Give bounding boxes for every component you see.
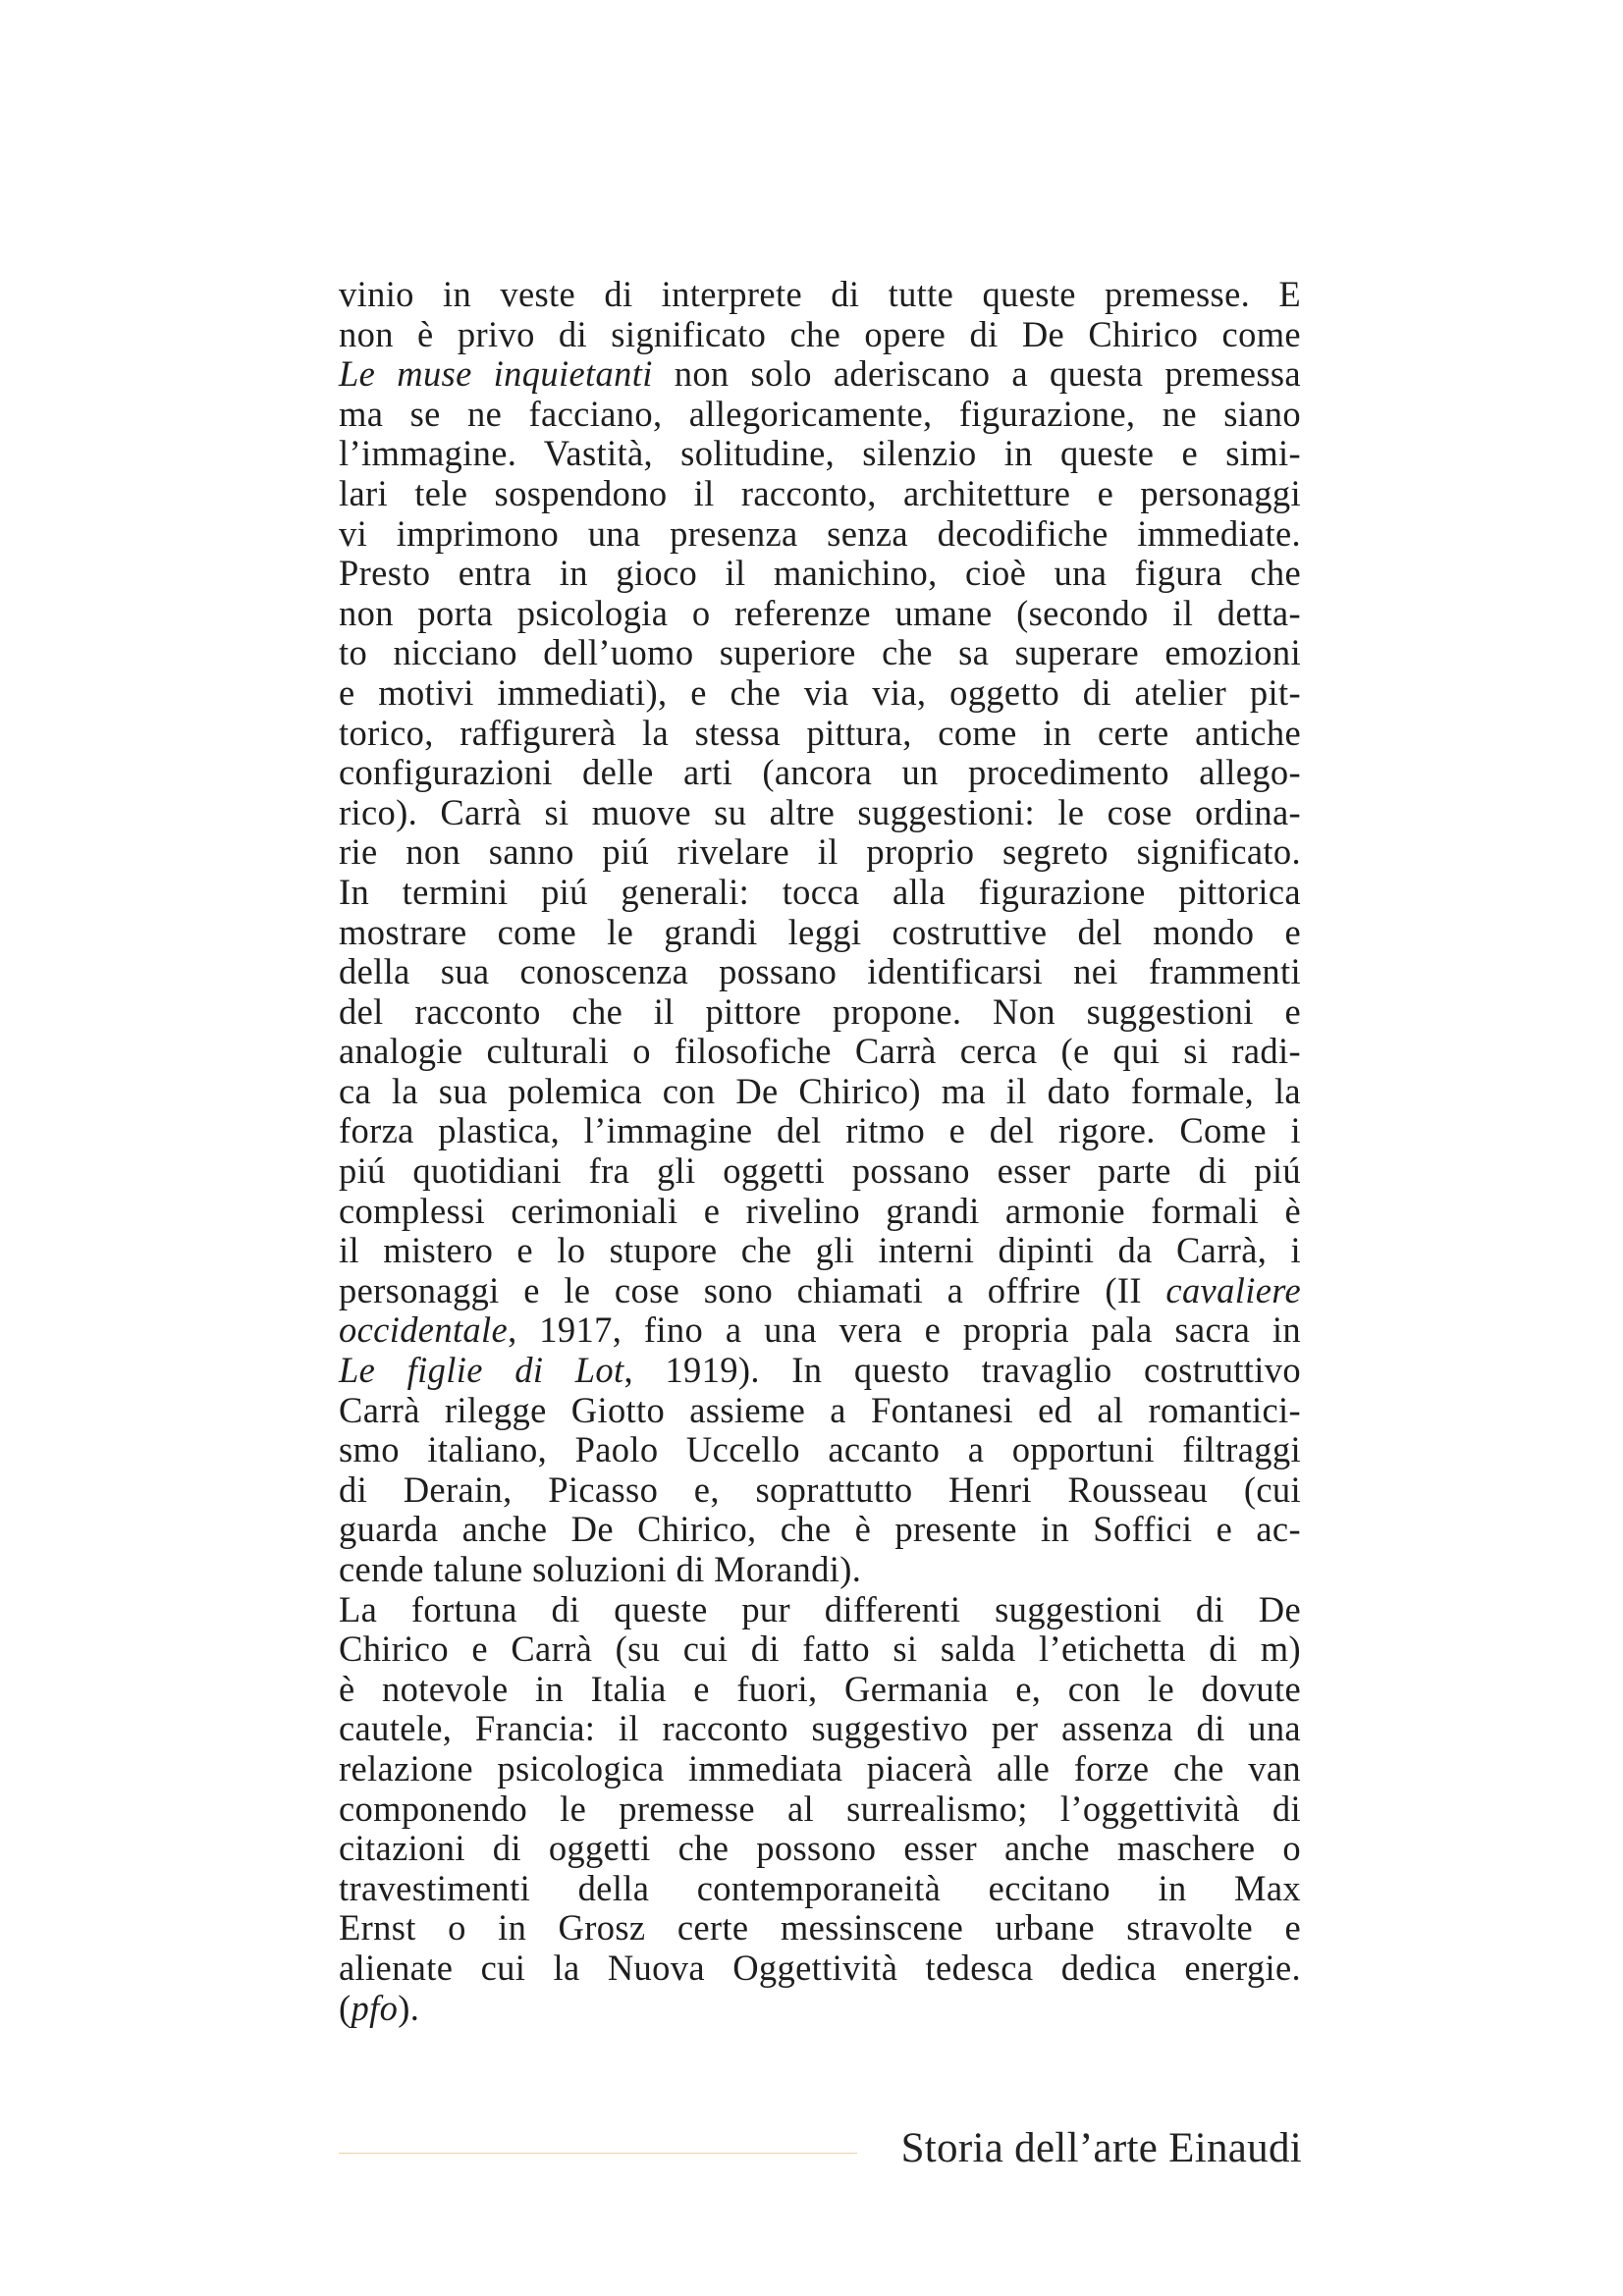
text-line <box>339 1351 1301 1391</box>
text-line: relazione psicologica immediata piacerà alle forze che van <box>339 1747 1301 1789</box>
text-fragment: , 1919). In questo travaglio costruttivo <box>623 1350 1301 1391</box>
footer-rule <box>339 2153 857 2154</box>
footer-title: Storia dell’arte Einaudi <box>900 2125 1302 2171</box>
text-line: travestimenti della contemporaneità eccitano in Max <box>339 1867 1301 1908</box>
author-initials <box>339 1989 1301 2029</box>
text-line: cautele, Francia: il racconto suggestivo per assenza di una <box>339 1708 1301 1749</box>
text-line <box>339 1271 1301 1311</box>
text-line <box>339 1310 1301 1351</box>
text-line: Presto entra in gioco il manichino, cioè una figura che <box>339 553 1301 594</box>
text-line: è notevole in Italia e fuori, Germania e, con le dovute <box>339 1668 1301 1709</box>
text-fragment: ( <box>339 1987 352 2028</box>
artwork-title: Le muse inquietanti <box>339 353 653 395</box>
text-line: vinio in veste di interprete di tutte queste premesse. E <box>339 274 1301 314</box>
text-line: mostrare come le grandi leggi costruttive del mondo e <box>339 911 1301 952</box>
text-line: configurazioni delle arti (ancora un procedimento allego- <box>339 752 1301 793</box>
text-line: non è privo di significato che opere di De Chirico come <box>339 313 1301 354</box>
text-line: citazioni di oggetti che possono esser anche maschere o <box>339 1828 1301 1869</box>
body-text <box>339 275 1301 2028</box>
text-line: Chirico e Carrà (su cui di fatto si salda l’etichetta di m) <box>339 1629 1301 1670</box>
text-line: La fortuna di queste pur differenti suggestioni di De <box>339 1588 1301 1629</box>
text-line: to nicciano dell’uomo superiore che sa superare emozioni <box>339 632 1301 673</box>
text-line: guarda anche De Chirico, che è presente in Soffici e ac- <box>339 1509 1301 1550</box>
text-line: della sua conoscenza possano identificarsi nei frammenti <box>339 951 1301 992</box>
text-line <box>339 354 1301 395</box>
text-line: il mistero e lo stupore che gli interni dipinti da Carrà, i <box>339 1230 1301 1271</box>
text-line: ca la sua polemica con De Chirico) ma il dato formale, la <box>339 1070 1301 1111</box>
text-line: l’immagine. Vastità, solitudine, silenzio in queste e simi- <box>339 433 1301 474</box>
artwork-title: occidentale <box>339 1309 509 1351</box>
text-line: torico, raffigurerà la stessa pittura, come in certe antiche <box>339 712 1301 753</box>
text-line: In termini piú generali: tocca alla figurazione pittorica <box>339 871 1301 912</box>
text-line: cende talune soluzioni di Morandi). <box>339 1549 862 1589</box>
text-line: Ernst o in Grosz certe messinscene urbane stravolte e <box>339 1907 1301 1949</box>
text-fragment: personaggi e le cose sono chiamati a offrire (II <box>339 1269 1166 1310</box>
text-line: del racconto che il pittore propone. Non suggestioni e <box>339 990 1301 1032</box>
text-line: analogie culturali o filosofiche Carrà cerca (e qui si radi- <box>339 1031 1301 1072</box>
text-line: smo italiano, Paolo Uccello accanto a opportuni filtraggi <box>339 1429 1301 1470</box>
text-line: piú quotidiani fra gli oggetti possano esser parte di piú <box>339 1150 1301 1192</box>
text-line: componendo le premesse al surrealismo; l’oggettività di <box>339 1788 1301 1829</box>
initials: pfo <box>351 1987 399 2028</box>
text-line: alienate cui la Nuova Oggettività tedesca dedica energie. <box>339 1947 1301 1988</box>
text-line: Carrà rilegge Giotto assieme a Fontanesi ed al romantici- <box>339 1389 1301 1430</box>
text-line: vi imprimono una presenza senza decodifiche immediate. <box>339 512 1301 554</box>
text-line: rico). Carrà si muove su altre suggestioni: le cose ordina- <box>339 791 1301 832</box>
text-line: ma se ne facciano, allegoricamente, figurazione, ne siano <box>339 393 1301 434</box>
text-line: forza plastica, l’immagine del ritmo e del rigore. Come i <box>339 1110 1301 1151</box>
artwork-title: Le figlie di Lot <box>339 1350 624 1391</box>
text-line: e motivi immediati), e che via via, oggetto di atelier pit- <box>339 671 1301 713</box>
text-line: rie non sanno piú rivelare il proprio segreto significato. <box>339 831 1301 873</box>
text-fragment: , 1917, fino a una vera e propria pala sacra in <box>508 1309 1301 1351</box>
text-fragment: non solo aderiscano a questa premessa <box>652 353 1301 395</box>
text-line: non porta psicologia o referenze umane (secondo il detta- <box>339 592 1301 633</box>
text-line: complessi cerimoniali e rivelino grandi armonie formali è <box>339 1190 1301 1231</box>
text-line: lari tele sospendono il racconto, architetture e personaggi <box>339 472 1301 513</box>
artwork-title: cavaliere <box>1165 1269 1301 1310</box>
text-line: di Derain, Picasso e, soprattutto Henri Rousseau (cui <box>339 1468 1301 1510</box>
text-fragment: ). <box>398 1987 420 2028</box>
